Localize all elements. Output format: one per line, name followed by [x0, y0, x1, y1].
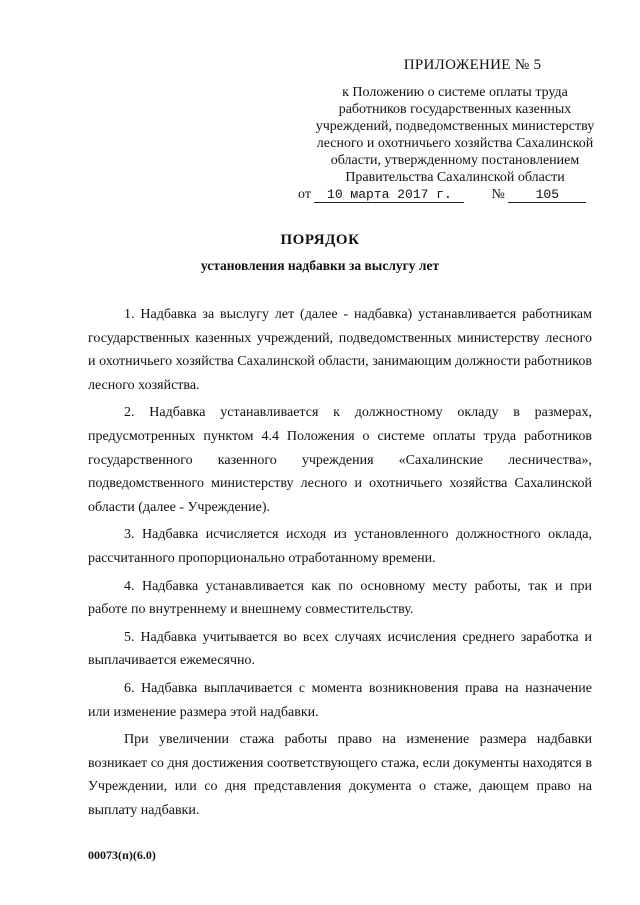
paragraph-1: 1. Надбавка за выслугу лет (далее - надбавка) устанавливается работникам государственных казенных учреждений, подведомственных министерству лесного и охотничьего хозяйства Сахалинской области, занимающим должности работников лесного хозяйства. — [88, 307, 592, 393]
paragraph-7: При увеличении стажа работы право на изменение размера надбавки возникает со дня достижения соответствующего стажа, если документы находятся в Учреждении, или со дня представления документа о стаже, дающем право на выплату надбавки. — [88, 732, 592, 818]
paragraph-3: 3. Надбавка исчисляется исходя из установленного должностного оклада, рассчитанного пропорционально отработанному времени. — [88, 527, 592, 566]
approval-line — [290, 186, 620, 203]
document-subheading: установления надбавки за выслугу лет — [200, 258, 440, 273]
approval-number: 105 — [508, 188, 586, 203]
number-label: № — [491, 187, 505, 202]
annex-line: Правительства Сахалинской области — [345, 170, 565, 185]
paragraph-6: 6. Надбавка выплачивается с момента возникновения права на назначение или изменение размера этой надбавки. — [88, 680, 592, 720]
annex-line: лесного и охотничьего хозяйства Сахалинской — [316, 136, 594, 151]
annex-line: работников государственных казенных — [338, 102, 572, 117]
annex-line: учреждений, подведомственных министерству — [315, 119, 595, 134]
annex-title: ПРИЛОЖЕНИЕ № 5 — [403, 57, 542, 73]
document-body — [88, 303, 592, 826]
document-heading: ПОРЯДОК — [280, 232, 360, 248]
paragraph-5: 5. Надбавка учитывается во всех случаях исчисления среднего заработка и выплачивается ежемесячно. — [88, 629, 592, 669]
annex-block — [290, 57, 620, 203]
from-label: от — [298, 187, 311, 202]
paragraph-4: 4. Надбавка устанавливается как по основному месту работы, так и при работе по внутреннему и внешнему совместительству. — [88, 578, 592, 618]
footer-code: 00073(п)(6.0) — [88, 848, 156, 862]
annex-line: области, утвержденному постановлением — [330, 153, 580, 168]
annex-line: к Положению о системе оплаты труда — [342, 85, 568, 100]
approval-date: 10 марта 2017 г. — [314, 188, 464, 203]
paragraph-2: 2. Надбавка устанавливается к должностному окладу в размерах, предусмотренных пунктом 4.4 Положения о системе оплаты труда работников государственного казенного учреждения «Сахалинские лесничества», подведомственного министерству лесного и охотничьего хозяйства Сахалинской области (далее - Учреждение). — [88, 405, 592, 515]
